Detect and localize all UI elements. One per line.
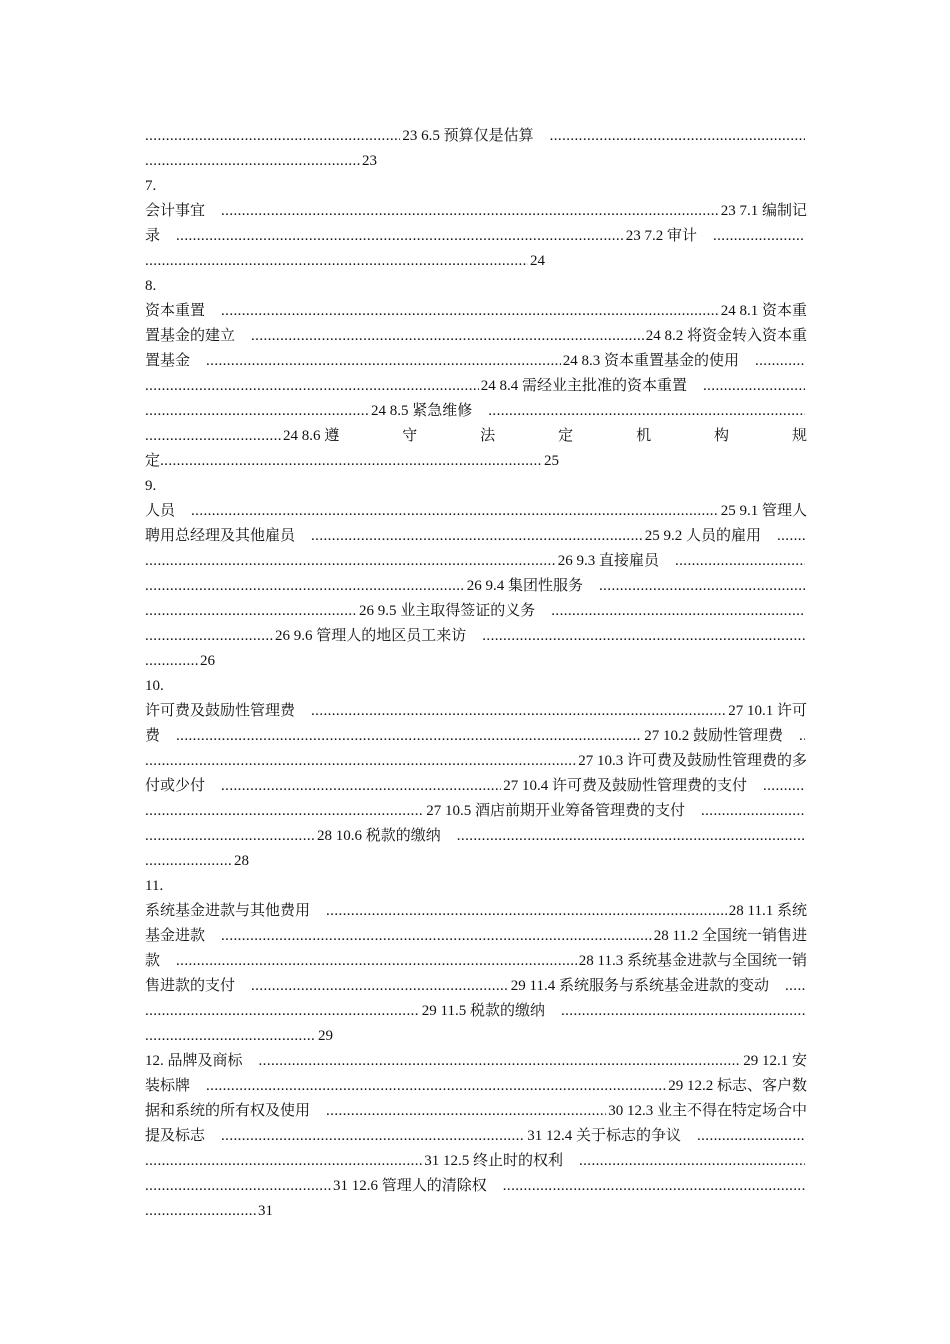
toc-line — [145, 424, 807, 449]
toc-line — [145, 574, 807, 599]
toc-entry-text: 付或少付 — [145, 778, 206, 794]
toc-entry-text: 24 8.6 遵 — [283, 428, 340, 444]
toc-entry-text: 录 — [145, 228, 161, 244]
leader-dots — [579, 1149, 805, 1174]
toc-line — [145, 599, 807, 624]
leader-dots — [561, 999, 805, 1024]
toc-page-number: 29 — [318, 1028, 333, 1044]
leader-dots — [785, 974, 805, 999]
toc-entry-text: 28 11.2 全国统一销售进 — [653, 928, 807, 944]
toc-entry-text: 聘用总经理及其他雇员 — [145, 528, 296, 544]
leader-dots — [176, 224, 624, 249]
toc-entry-text: 24 8.3 资本重置基金的使用 — [562, 353, 739, 369]
toc-line — [145, 349, 807, 374]
toc-entry-text: 27 10.1 许可 — [728, 703, 807, 719]
leader-dots — [221, 774, 501, 799]
leader-dots — [176, 724, 642, 749]
leader-dots — [311, 524, 643, 549]
toc-line — [145, 449, 559, 474]
leader-dots — [599, 574, 805, 599]
toc-line — [145, 399, 807, 424]
toc-entry-text: 许可费及鼓励性管理费 — [145, 703, 296, 719]
toc-entry-text: 系统基金进款与其他费用 — [145, 903, 311, 919]
toc-entry-text: 售进款的支付 — [145, 978, 236, 994]
toc-entry-text: 28 10.6 税款的缴纳 — [317, 828, 441, 844]
leader-dots — [221, 924, 652, 949]
toc-line — [145, 1099, 807, 1124]
toc-entry-text: 25 9.1 管理人 — [720, 503, 807, 519]
leader-dots — [145, 149, 360, 174]
toc-entry-text: 24 8.1 资本重 — [720, 303, 807, 319]
leader-dots — [251, 324, 644, 349]
leader-dots — [551, 599, 805, 624]
toc-entry-text: 人员 — [145, 503, 176, 519]
leader-dots — [259, 1049, 742, 1074]
leader-dots — [145, 749, 576, 774]
toc-line — [145, 199, 807, 224]
toc-entry-text: 据和系统的所有权及使用 — [145, 1103, 311, 1119]
toc-entry-text: 26 9.5 业主取得签证的义务 — [359, 603, 536, 619]
toc-line — [145, 224, 807, 249]
justified-text — [283, 424, 807, 449]
toc-line — [145, 499, 807, 524]
toc-entry-text: 25 9.2 人员的雇用 — [644, 528, 761, 544]
toc-entry-text: 规 — [791, 428, 807, 444]
toc-entry-text: 29 12.2 标志、客户数 — [668, 1078, 807, 1094]
toc-line — [145, 249, 545, 274]
toc-line — [145, 899, 807, 924]
toc-entry-text: 28 11.1 系统 — [728, 903, 807, 919]
leader-dots — [145, 649, 198, 674]
toc-entry-text: 26 9.4 集团性服务 — [466, 578, 583, 594]
leader-dots — [191, 499, 719, 524]
leader-dots — [713, 224, 805, 249]
toc-entry-text: 27 10.4 许可费及鼓励性管理费的支付 — [503, 778, 747, 794]
toc-page-number: 25 — [544, 453, 559, 469]
leader-dots — [311, 699, 726, 724]
toc-entry-text: 28 11.3 系统基金进款与全国统一销 — [578, 953, 807, 969]
toc-line — [145, 949, 807, 974]
leader-dots — [145, 374, 479, 399]
toc-line — [145, 824, 807, 849]
toc-line — [145, 1149, 807, 1174]
toc-entry-text: 24 8.5 紧急维修 — [371, 403, 473, 419]
toc-line — [145, 1174, 807, 1199]
leader-dots — [763, 774, 805, 799]
leader-dots — [206, 1074, 666, 1099]
toc-entry-text: 26 9.3 直接雇员 — [557, 553, 659, 569]
toc-entry-text: 29 11.4 系统服务与系统基金进款的变动 — [510, 978, 769, 994]
section-number: 11. — [145, 878, 164, 894]
toc-line — [145, 1074, 807, 1099]
leader-dots — [145, 124, 400, 149]
leader-dots — [675, 549, 805, 574]
leader-dots — [145, 849, 232, 874]
section-number: 8. — [145, 278, 157, 294]
toc-line — [145, 849, 249, 874]
toc-entry-text: 定 — [558, 428, 574, 444]
toc-entry-text: 费 — [145, 728, 161, 744]
toc-line — [145, 549, 807, 574]
toc-entry-text: 23 6.5 预算仅是估算 — [402, 128, 534, 144]
leader-dots — [221, 199, 719, 224]
toc-entry-text: 置基金 — [145, 353, 191, 369]
toc-line — [145, 649, 215, 674]
toc-line — [145, 299, 807, 324]
toc-entry-text: 提及标志 — [145, 1128, 206, 1144]
leader-dots — [703, 374, 805, 399]
toc-page-number: 24 — [530, 253, 545, 269]
toc-line — [145, 999, 807, 1024]
toc-line — [145, 974, 807, 999]
toc-entry-text: 定 — [145, 453, 161, 469]
toc-line — [145, 1199, 273, 1224]
toc-page-number: 26 — [200, 653, 215, 669]
toc-entry-text: 守 — [402, 428, 418, 444]
toc-line — [145, 1124, 807, 1149]
section-number: 10. — [145, 678, 164, 694]
toc-page-number: 31 — [258, 1203, 273, 1219]
toc-line — [145, 524, 807, 549]
toc-entry-text: 27 10.2 鼓励性管理费 — [644, 728, 783, 744]
leader-dots — [697, 1124, 805, 1149]
leader-dots — [550, 124, 805, 149]
toc-entry-text: 27 10.3 许可费及鼓励性管理费的多 — [578, 753, 807, 769]
leader-dots — [145, 799, 424, 824]
toc-entry-text: 29 11.5 税款的缴纳 — [421, 1003, 545, 1019]
leader-dots — [145, 624, 273, 649]
leader-dots — [145, 574, 465, 599]
toc-entry-text: 装标牌 — [145, 1078, 191, 1094]
leader-dots — [503, 1174, 805, 1199]
leader-dots — [777, 524, 805, 549]
toc-line — [145, 149, 377, 174]
toc-page-number: 23 — [362, 153, 377, 169]
toc-line — [145, 749, 807, 774]
toc-line — [145, 124, 807, 149]
toc-entry-text: 资本重置 — [145, 303, 206, 319]
toc-entry-text: 12. 品牌及商标 — [145, 1053, 243, 1069]
leader-dots — [145, 1024, 316, 1049]
leader-dots — [145, 1199, 256, 1224]
toc-entry-text: 31 12.6 管理人的清除权 — [333, 1178, 487, 1194]
leader-dots — [488, 399, 805, 424]
leader-dots — [145, 599, 357, 624]
leader-dots — [326, 1099, 606, 1124]
section-number: 9. — [145, 478, 157, 494]
toc-line — [145, 924, 807, 949]
leader-dots — [482, 624, 805, 649]
toc-line — [145, 624, 807, 649]
section-number: 7. — [145, 178, 157, 194]
toc-entry-text: 机 — [636, 428, 652, 444]
toc-entry-text: 23 7.2 审计 — [625, 228, 697, 244]
leader-dots — [457, 824, 805, 849]
toc-line — [145, 699, 807, 724]
toc-entry-text: 24 8.4 需经业主批准的资本重置 — [480, 378, 687, 394]
toc-entry-text: 法 — [480, 428, 496, 444]
toc-entry-text: 30 12.3 业主不得在特定场合中 — [608, 1103, 807, 1119]
toc-entry-text: 构 — [714, 428, 730, 444]
leader-dots — [221, 299, 719, 324]
leader-dots — [145, 1174, 331, 1199]
toc-entry-text: 基金进款 — [145, 928, 206, 944]
leader-dots — [145, 424, 281, 449]
toc-line — [145, 324, 807, 349]
leader-dots — [160, 449, 542, 474]
toc-entry-text: 款 — [145, 953, 161, 969]
leader-dots — [145, 249, 528, 274]
leader-dots — [145, 549, 556, 574]
leader-dots — [145, 824, 315, 849]
leader-dots — [701, 799, 805, 824]
toc-entry-text: 置基金的建立 — [145, 328, 236, 344]
toc-line — [145, 1024, 333, 1049]
toc-entry-text: 29 12.1 安 — [743, 1053, 807, 1069]
toc-line — [145, 724, 807, 749]
leader-dots — [799, 724, 805, 749]
leader-dots — [755, 349, 805, 374]
toc-line — [145, 374, 807, 399]
toc-entry-text: 31 12.5 终止时的权利 — [424, 1153, 563, 1169]
toc-entry-text: 27 10.5 酒店前期开业筹备管理费的支付 — [426, 803, 685, 819]
toc-entry-text: 23 7.1 编制记 — [720, 203, 807, 219]
toc-line — [145, 799, 807, 824]
leader-dots — [326, 899, 727, 924]
toc-entry-text: 24 8.2 将资金转入资本重 — [645, 328, 807, 344]
toc-line — [145, 774, 807, 799]
leader-dots — [206, 349, 561, 374]
toc-line — [145, 1049, 807, 1074]
toc-entry-text: 会计事宜 — [145, 203, 206, 219]
leader-dots — [145, 999, 420, 1024]
leader-dots — [251, 974, 509, 999]
leader-dots — [145, 1149, 422, 1174]
toc-entry-text: 31 12.4 关于标志的争议 — [527, 1128, 681, 1144]
toc-page-number: 28 — [234, 853, 249, 869]
toc-entry-text: 26 9.6 管理人的地区员工来访 — [275, 628, 467, 644]
leader-dots — [176, 949, 577, 974]
leader-dots — [145, 399, 369, 424]
leader-dots — [221, 1124, 525, 1149]
